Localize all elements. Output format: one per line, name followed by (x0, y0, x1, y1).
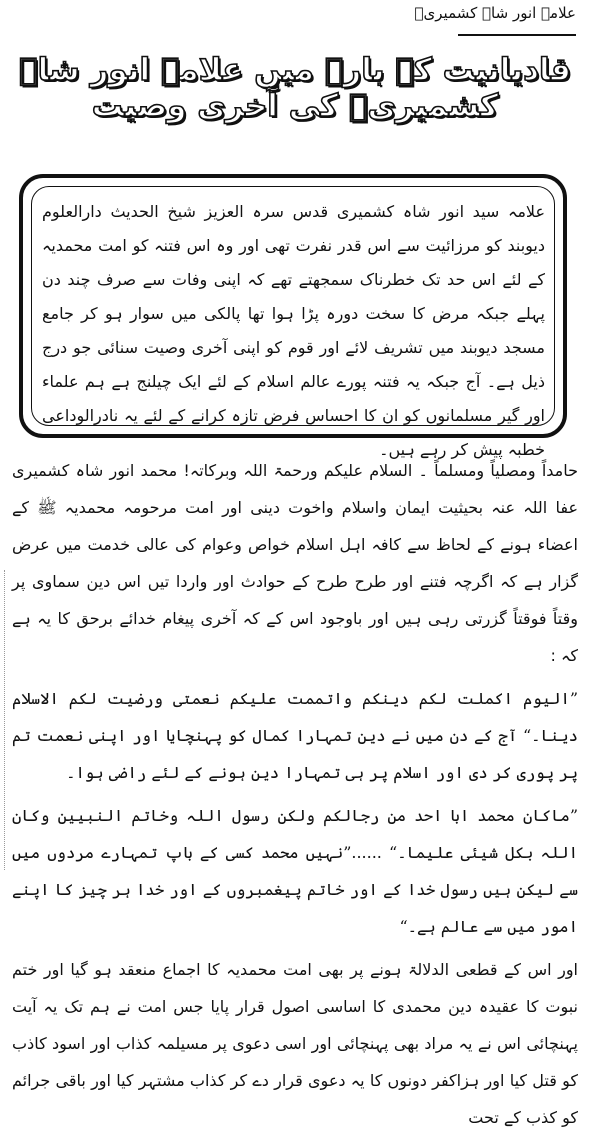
title-area (0, 52, 590, 124)
running-header: علامہ انور شاہ کشمیریؒ (414, 4, 576, 22)
intro-box-text: علامہ سید انور شاہ کشمیری قدس سرہ العزیز شیخ الحدیث دارالعلوم دیوبند کو مرزائیت سے اس قدر نفرت تھی اور وہ اس فتنہ کو امت محمدیہ کے لئے اس حد تک خطرناک سمجھتے تھے کہ اپنی وفات سے صرف چند دن پہلے جبکہ مرض کا سخت دورہ پڑا ہوا تھا پالکی میں سوار ہو کر جامع مسجد دیوبند میں تشریف لائے اور قوم کو اپنی آخری وصیت سنائی جو درج ذیل ہے۔ آج جبکہ یہ فتنہ پورے عالم اسلام کے لئے ایک چیلنج ہے ہم علماء اور گیر مسلمانوں کو ان کا احساس فرض تازہ کرانے کے لئے یہ نادرالوداعی خطبہ پیش کر رہے ہیں۔ (42, 202, 545, 459)
article-title: قادیانیت کے بارہ میں علامہ انور شاہ کشمیریؒ کی آخری وصیت (19, 52, 571, 124)
header-rule (458, 34, 576, 36)
paragraph-khatm-nabuwwat: اور اس کے قطعی الدلالۃ ہونے پر بھی امت محمدیہ کا اجماع منعقد ہو گیا اور ختم نبوت کا عقیدہ دین محمدی کا اساسی اصول قرار پایا جس امت نے ہم تک یہ آیت پہنچائی اس نے یہ مراد بھی پہنچائی اور اسی دعوی پر مسیلمہ کذاب اور اسود کاذب کو قتل کیا اور ہزاکفر دونوں کا یہ دعوی قرار دے کر کذاب مشتہر کیا اور باقی جرائم کو کذب کے تحت (12, 960, 578, 1127)
paragraph-quran-verse-1: ”الیوم اکملت لکم دینکم واتممت علیکم نعمتی ورضیت لکم الاسلام دینا۔“ آج کے دن میں نے دین تمہارا کمال کو پہنچایا اور اپنی نعمت تم پر پوری کر دی اور اسلام پر ہی تمہارا دین ہونے کے لئے راضی ہوا۔ (12, 689, 578, 782)
scan-edge-mark (4, 570, 7, 870)
paragraph-opening: حامداً ومصلیاً ومسلماً ۔ السلام علیکم ورحمۃ اللہ وبرکاتہ! محمد انور شاہ کشمیری عفا اللہ عنہ بحیثیت ایمان واسلام واخوت دینی اور امت مرحومہ محمدیہ ﷺ کے اعضاء ہونے کے لحاظ سے کافہ اہل اسلام خواص وعوام کی عالی خدمت میں عرض گزار ہے کہ اگرچہ فتنے اور طرح طرح کے حوادث اور واردا تیں اس دین سماوی پر وقتاً فوقتاً گزرتی رہی ہیں اور باوجود اس کے کہ آخری پیغام خدائے برحق کا یہ ہے کہ : (12, 461, 578, 665)
paragraph-quran-verse-2: ”ماکان محمد ابا احد من رجالکم ولکن رسول اللہ وخاتم النبیین وکان اللہ بکل شیئی علیما۔“ ......”نہیں محمد کسی کے باپ تمہارے مردوں میں سے لیکن ہیں رسول خدا کے اور خاتم پیغمبروں کے اور خدا ہر چیز کا اپنے امور میں سے عالم ہے۔“ (12, 806, 578, 936)
article-body (12, 452, 578, 1142)
